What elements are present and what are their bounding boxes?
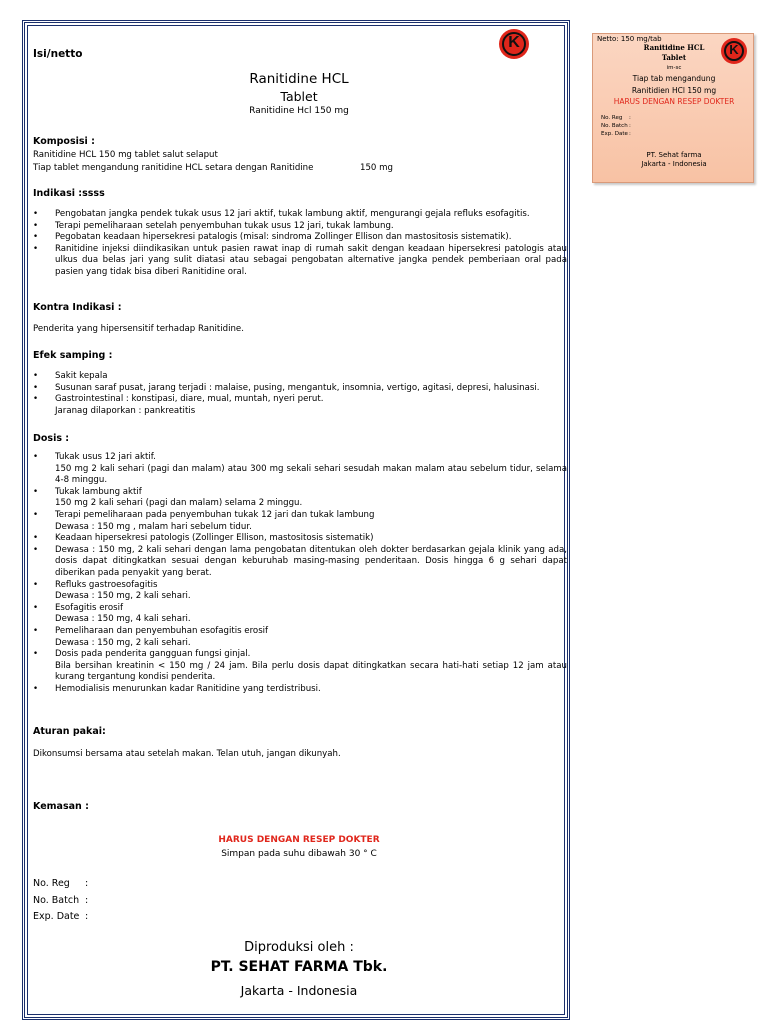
product-title: Ranitidine HCL bbox=[249, 71, 349, 87]
indikasi-heading: Indikasi :ssss bbox=[33, 188, 105, 199]
label-line2: Ranitidien HCl 150 mg bbox=[631, 86, 717, 95]
prescription-warning: HARUS DENGAN RESEP DOKTER bbox=[218, 835, 380, 845]
dosis-item: • Dosis pada penderita gangguan fungsi ginjal. Bila bersihan kreatinin < 150 mg / 24 jam. Bila perlu dosis dapat ditingkatkan secara hati-hati setiap 12 jam atau kurang tergantung kondisi penderita. bbox=[33, 649, 567, 684]
exp-date-label: Exp. Date bbox=[33, 911, 80, 922]
storage-text: Simpan pada suhu dibawah 30 ° C bbox=[221, 849, 377, 859]
label-name: Ranitidine HCL bbox=[643, 43, 705, 52]
isi-netto-label: Isi/netto bbox=[33, 48, 83, 60]
kemasan-heading: Kemasan : bbox=[33, 801, 89, 812]
dosis-heading: Dosis : bbox=[33, 433, 70, 444]
komposisi-heading: Komposisi : bbox=[33, 136, 95, 147]
indikasi-item: • Pengobatan jangka pendek tukak usus 12 jari aktif, tukak lambung aktif, mengurangi gejala refluks esofagitis. bbox=[33, 209, 567, 221]
dosis-item: • Tukak lambung aktif 150 mg 2 kali sehari (pagi dan malam) selama 2 minggu. bbox=[33, 487, 567, 510]
k-logo-icon bbox=[499, 29, 529, 59]
dosis-item: • Terapi pemeliharaan pada penyembuhan tukak 12 jari dan tukak lambung Dewasa : 150 mg , malam hari sebelum tidur. bbox=[33, 510, 567, 533]
komposisi-line2: Tiap tablet mengandung ranitidine HCL setara dengan Ranitidine bbox=[33, 163, 314, 173]
leaflet-frame bbox=[22, 20, 570, 1020]
kontra-text: Penderita yang hipersensitif terhadap Ranitidine. bbox=[33, 324, 244, 334]
product-form: Tablet bbox=[280, 89, 318, 104]
efek-heading: Efek samping : bbox=[33, 350, 113, 361]
dosis-list bbox=[33, 452, 567, 695]
dosis-item: • Pemeliharaan dan penyembuhan esofagitis erosif Dewasa : 150 mg, 2 kali sehari. bbox=[33, 626, 567, 649]
dosis-item: • Tukak usus 12 jari aktif. 150 mg 2 kali sehari (pagi dan malam) atau 300 mg sekali sehari sesudah makan malam atau sebelum tidur, selama 4-8 minggu. bbox=[33, 452, 567, 487]
producer-company: PT. SEHAT FARMA Tbk. bbox=[210, 959, 388, 975]
efek-extra: Jaranag dilaporkan : pankreatitis bbox=[55, 405, 196, 416]
kontra-heading: Kontra Indikasi : bbox=[33, 302, 122, 313]
dosis-item: • Dewasa : 150 mg, 2 kali sehari dengan lama pengobatan ditentukan oleh dokter berdasarkan gejala klinik yang ada, dosis dapat ditingkatkan sesuai dengan keburuhab masing-masing penderitaan. Dosis hingga 6 g sehari dapat diberikan pada penyakit yang berat. bbox=[33, 545, 567, 580]
dosis-item: • Esofagitis erosif Dewasa : 150 mg, 4 kali sehari. bbox=[33, 603, 567, 626]
label-reg-block: No. Reg : No. Batch: Exp. Date: bbox=[601, 115, 631, 137]
indikasi-item: • Ranitidine injeksi diindikasikan untuk pasien rawat inap di rumah sakit dengan keadaan hipersekresi patologis atau ulkus dua belas jari yang sulit diatasi atau sebagai pengobatan alternative jangka pendek pemberiaan oral pada pasien yang tidak bisa diberi Ranitidine oral. bbox=[33, 244, 567, 279]
no-reg-label: No. Reg bbox=[33, 878, 70, 889]
label-form: Tablet bbox=[661, 53, 687, 62]
indikasi-item: • Terapi pemeliharaan setelah penyembuhan tukak usus 12 jari, tukak lambung. bbox=[33, 221, 567, 233]
label-netto: Netto: 150 mg/tab bbox=[597, 35, 662, 43]
indikasi-list bbox=[33, 209, 567, 279]
efek-item: • Sakit kepala bbox=[33, 371, 567, 383]
package-label bbox=[592, 33, 754, 183]
dosis-item: • Refluks gastroesofagitis Dewasa : 150 mg, 2 kali sehari. bbox=[33, 580, 567, 603]
producer-city: Jakarta - Indonesia bbox=[240, 983, 358, 998]
dosis-item: • Keadaan hipersekresi patologis (Zollinger Ellison, mastositosis sistematik) bbox=[33, 533, 567, 545]
efek-list bbox=[33, 371, 567, 417]
registration-block: No. Reg : No. Batch : Exp. Date : bbox=[33, 876, 88, 926]
komposisi-amount: 150 mg bbox=[360, 163, 393, 173]
aturan-text: Dikonsumsi bersama atau setelah makan. Telan utuh, jangan dikunyah. bbox=[33, 749, 341, 759]
no-batch-label: No. Batch bbox=[33, 894, 80, 906]
label-city: Jakarta - Indonesia bbox=[641, 160, 707, 168]
label-company: PT. Sehat farma bbox=[646, 151, 702, 159]
k-logo-letter: K bbox=[508, 34, 520, 51]
efek-item: • Susunan saraf pusat, jarang terjadi : malaise, pusing, mengantuk, insomnia, vertigo, agitasi, depresi, halusinasi. bbox=[33, 383, 567, 395]
aturan-heading: Aturan pakai: bbox=[33, 726, 106, 737]
producer-by: Diproduksi oleh : bbox=[244, 940, 354, 955]
efek-item: • Gastrointestinal : konstipasi, diare, mual, muntah, nyeri perut. Jaranag dilaporkan : pankreatitis bbox=[33, 394, 567, 417]
label-warning: HARUS DENGAN RESEP DOKTER bbox=[613, 97, 735, 106]
product-strength: Ranitidine Hcl 150 mg bbox=[249, 106, 349, 116]
komposisi-line1: Ranitidine HCL 150 mg tablet salut selaput bbox=[33, 150, 218, 160]
dosis-item: • Hemodialisis menurunkan kadar Ranitidine yang terdistribusi. bbox=[33, 684, 567, 696]
label-line1: Tiap tab mengandung bbox=[632, 74, 716, 83]
label-code: im-sc bbox=[666, 65, 682, 71]
label-k-logo-icon: K bbox=[721, 38, 747, 64]
indikasi-item: • Pegobatan keadaan hipersekresi patalogis (misal: sindroma Zollinger Ellison dan mastositosis sistematik). bbox=[33, 232, 567, 244]
